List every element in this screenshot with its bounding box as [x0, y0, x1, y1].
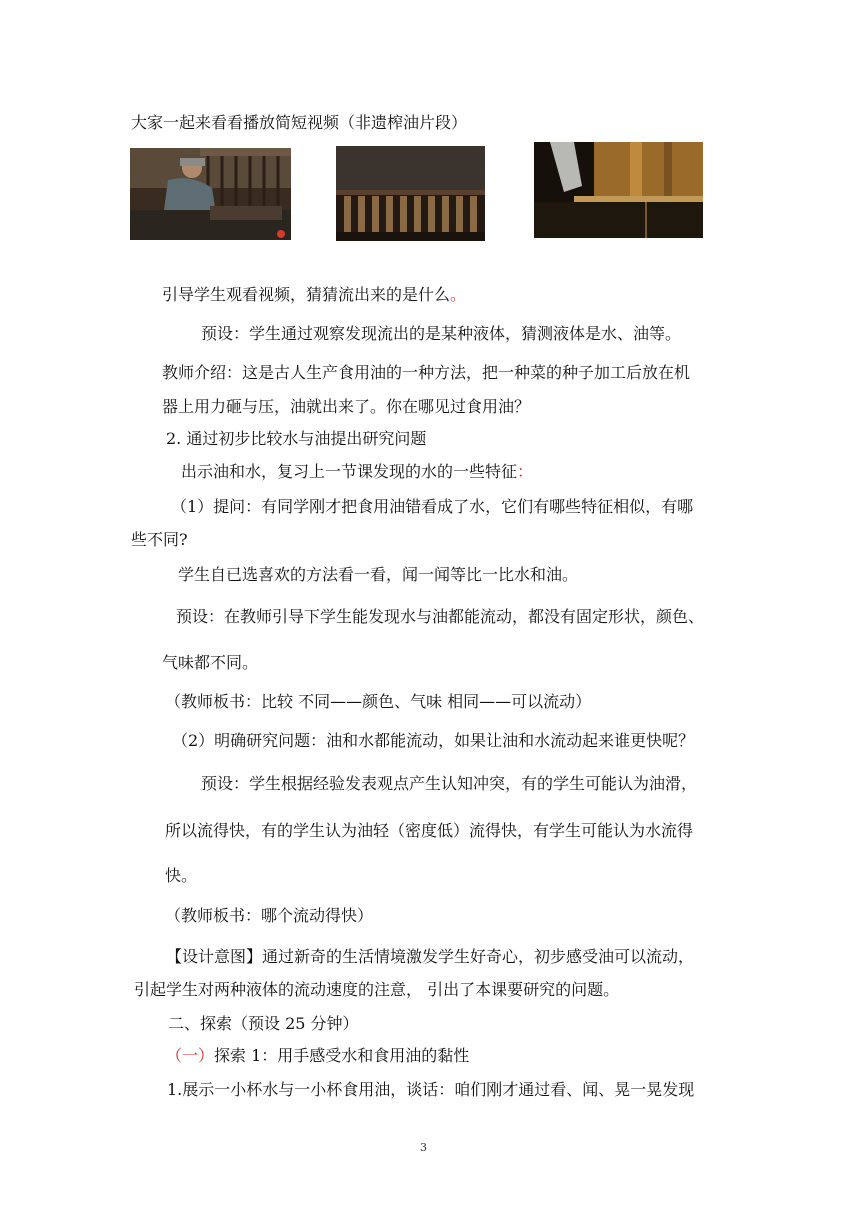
section-2-heading: 二、探索（预设 25 分钟）	[168, 1014, 359, 1033]
video-frame-press-photo	[336, 146, 485, 241]
preset-3-line-3: 快。	[165, 866, 198, 885]
show-punct: ：	[517, 462, 534, 481]
question-1-line-2: 些不同?	[131, 530, 188, 549]
display-cups-line: 1.展示一小杯水与一小杯食用油，谈话：咱们刚才通过看、闻、晃一晃发现	[167, 1080, 695, 1099]
page-number: 3	[420, 1141, 427, 1154]
show-oil-water-line	[181, 461, 533, 483]
preset-3-line-1: 预设：学生根据经验发表观点产生认知冲突，有的学生可能认为油滑，	[201, 774, 698, 793]
show-text: 出示油和水，复习上一节课发现的水的一些特征	[181, 462, 518, 481]
guide-punct: 。	[450, 285, 467, 304]
preset-3-line-2: 所以流得快，有的学生认为油轻（密度低）流得快，有学生可能认为水流得	[165, 821, 694, 840]
design-intent-line-1: 【设计意图】通过新奇的生活情境激发学生好奇心，初步感受油可以流动，	[166, 947, 695, 966]
item-2-heading: 2. 通过初步比较水与油提出研究问题	[166, 429, 427, 448]
explore-1-heading	[166, 1045, 469, 1067]
video-frame-oil-dripping-photo	[534, 142, 703, 238]
teacher-intro-line-1: 教师介绍：这是古人生产食用油的一种方法，把一种菜的种子加工后放在机	[162, 363, 691, 382]
question-1-line-1: （1）提问：有同学刚才把食用油错看成了水，它们有哪些特征相似，有哪	[171, 497, 694, 516]
explore-1-text: 探索 1：用手感受水和食用油的黏性	[214, 1046, 470, 1065]
explore-1-prefix: （一）	[166, 1046, 215, 1065]
question-2-line: （2）明确研究问题：油和水都能流动，如果让油和水流动起来谁更快呢？	[172, 731, 695, 750]
design-intent-line-2: 引起学生对两种液体的流动速度的注意， 引出了本课要研究的问题。	[134, 980, 620, 999]
video-frame-worker-photo	[130, 148, 291, 240]
student-compare-line: 学生自已选喜欢的方法看一看，闻一闻等比一比水和油。	[178, 565, 579, 584]
teacher-board-2: （教师板书：哪个流动得快）	[165, 906, 374, 925]
teacher-intro-line-2: 器上用力砸与压，油就出来了。你在哪见过食用油？	[162, 397, 531, 416]
preset-1-line: 预设：学生通过观察发现流出的是某种液体，猜测液体是水、油等。	[201, 324, 682, 343]
preset-2-line-1: 预设：在教师引导下学生能发现水与油都能流动，都没有固定形状，颜色、	[176, 607, 705, 626]
guide-line	[162, 284, 466, 306]
preset-2-line-2: 气味都不同。	[162, 653, 259, 672]
guide-text: 引导学生观看视频，猜猜流出来的是什么	[162, 285, 451, 304]
teacher-board-1: （教师板书：比较 不同——颜色、气味 相同——可以流动）	[165, 692, 592, 711]
video-intro-line: 大家一起来看看播放简短视频（非遗榨油片段）	[131, 113, 468, 132]
